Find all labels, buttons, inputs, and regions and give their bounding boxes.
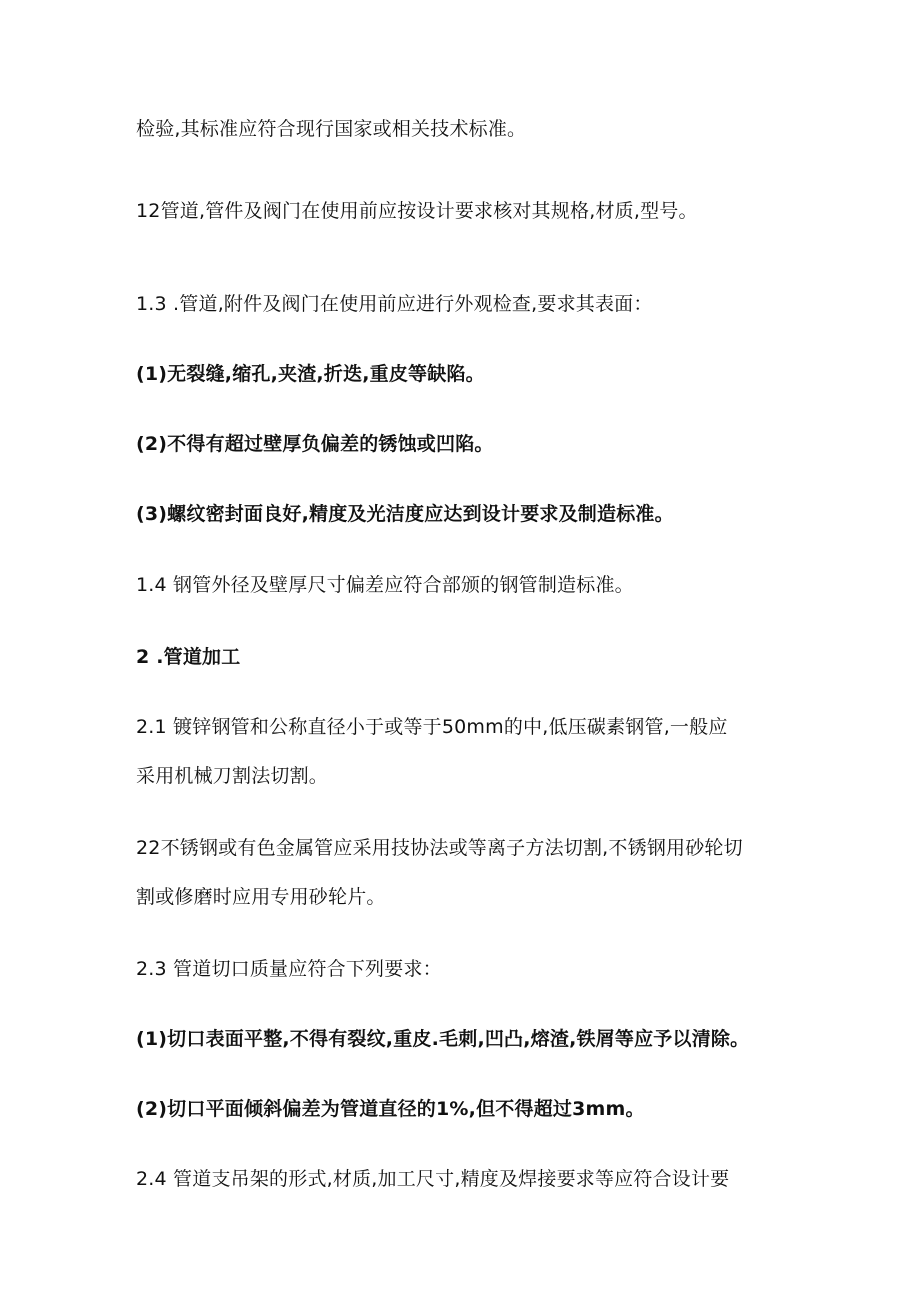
text-line-2-1-continued: 采用机械刀割法切割。: [136, 765, 329, 787]
text-line-2-1: 2.1 镀锌钢管和公称直径小于或等于50mm的中,低压碳素钢管,一般应: [136, 716, 728, 738]
text-line-1-3-item-1: (1)无裂缝,缩孔,夹渣,折迭,重皮等缺陷。: [136, 363, 485, 385]
text-line-2-4: 2.4 管道支吊架的形式,材质,加工尺寸,精度及焊接要求等应符合设计要: [136, 1168, 730, 1190]
text-line-1-3-item-3: (3)螺纹密封面良好,精度及光洁度应达到设计要求及制造标准。: [136, 503, 674, 525]
section-heading-2: 2 .管道加工: [136, 646, 241, 668]
text-line-2-3-item-2: (2)切口平面倾斜偏差为管道直径的1%,但不得超过3mm。: [136, 1098, 645, 1120]
text-line-2-2-continued: 割或修磨时应用专用砂轮片。: [136, 886, 386, 908]
text-line-1-4: 1.4 钢管外径及壁厚尺寸偏差应符合部颁的钢管制造标准。: [136, 574, 634, 596]
text-line-1-3-item-2: (2)不得有超过壁厚负偏差的锈蚀或凹陷。: [136, 433, 494, 455]
text-line-1-3: 1.3 .管道,附件及阀门在使用前应进行外观检查,要求其表面：: [136, 293, 653, 315]
text-line-2-3-item-1: (1)切口表面平整,不得有裂纹,重皮.毛刺,凹凸,熔渣,铁屑等应予以清除。: [136, 1028, 750, 1050]
text-line-2-2: 22不锈钢或有色金属管应采用技协法或等离子方法切割,不锈钢用砂轮切: [136, 837, 743, 859]
text-line-2-3: 2.3 管道切口质量应符合下列要求：: [136, 958, 442, 980]
text-line-inspection-standard: 检验,其标准应符合现行国家或相关技术标准。: [136, 118, 527, 140]
text-line-1-2: 12管道,管件及阀门在使用前应按设计要求核对其规格,材质,型号。: [136, 200, 698, 222]
